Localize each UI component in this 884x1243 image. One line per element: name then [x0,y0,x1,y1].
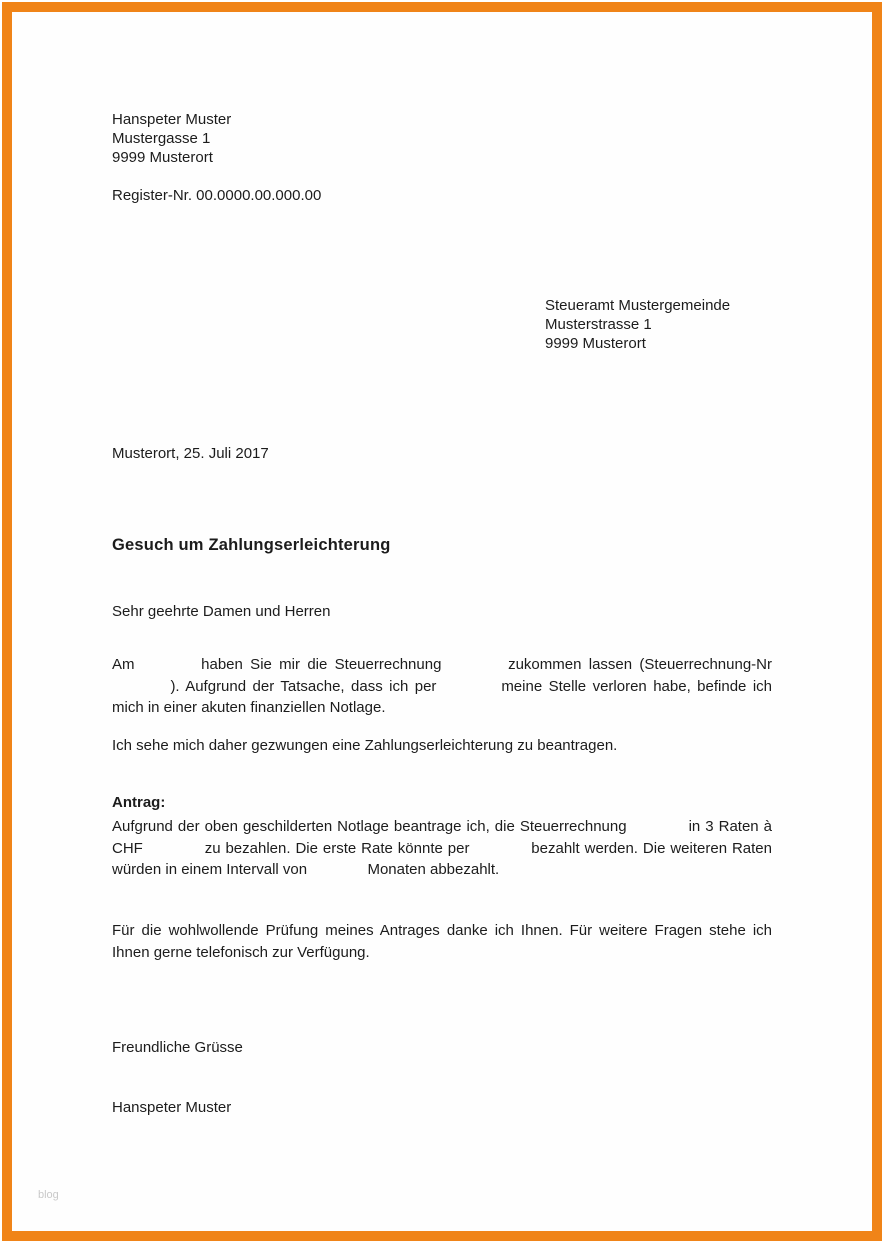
recipient-address-block [545,296,730,353]
sender-name: Hanspeter Muster [112,111,232,128]
subject-line: Gesuch um Zahlungserleichterung [112,536,391,554]
sender-street: Mustergasse 1 [112,130,211,147]
paragraph-3: Aufgrund der oben geschilderten Notlage beantrage ich, die Steuerrechnung in 3 Raten à CHF zu bezahlen. Die erste Rate könnte per bezahlt werden. Die weiteren Raten würden in einem Intervall von Monaten abbezahlt. [112,818,772,878]
salutation: Sehr geehrte Damen und Herren [112,603,331,620]
paragraph-1: Am haben Sie mir die Steuerrechnung zukommen lassen (Steuerrechnung-Nr ). Aufgrund der Tatsache, dass ich per meine Stelle verloren habe, befinde ich mich in einer akuten finanziellen Notlage. [112,656,772,716]
sender-city: 9999 Musterort [112,149,213,166]
sender-address-block [112,110,231,167]
signature-name: Hanspeter Muster [112,1099,232,1116]
recipient-street: Musterstrasse 1 [545,316,652,333]
register-number: Register-Nr. 00.0000.00.000.00 [112,187,322,204]
paragraph-2: Ich sehe mich daher gezwungen eine Zahlungserleichterung zu beantragen. [112,737,618,754]
date-line: Musterort, 25. Juli 2017 [112,445,269,462]
antrag-heading: Antrag: [112,794,166,811]
paragraph-4: Für die wohlwollende Prüfung meines Antrages danke ich Ihnen. Für weitere Fragen stehe ich Ihnen gerne telefonisch zur Verfügung. [112,922,772,961]
closing-line: Freundliche Grüsse [112,1039,243,1056]
watermark-text: blog [38,1189,59,1201]
recipient-name: Steueramt Mustergemeinde [545,297,731,314]
recipient-city: 9999 Musterort [545,335,646,352]
